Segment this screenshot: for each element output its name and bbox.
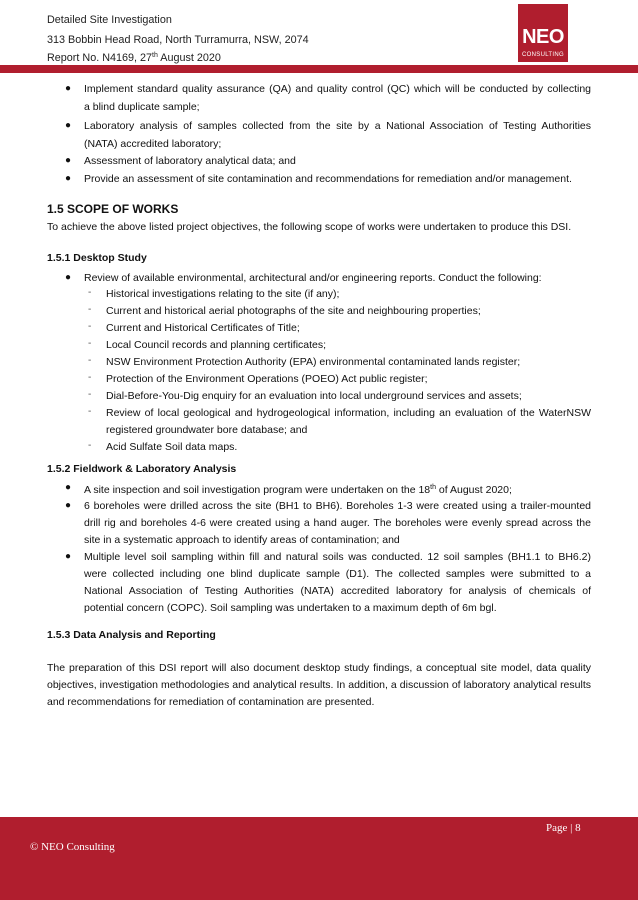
objective-line: Laboratory analysis of samples collected from the site by a National Association of Testing Authorities <box>84 120 591 132</box>
dash-marker: - <box>88 440 92 451</box>
objective-line: Assessment of laboratory analytical data; and <box>84 155 296 167</box>
data-analysis-line: objectives, investigation methodologies and analytical results. In addition, a discussion of laboratory analytical results <box>47 679 591 691</box>
desktop-item: Review of local geological and hydrogeological information, including an evaluation of the WaterNSW <box>106 407 591 419</box>
bullet-icon: ● <box>65 272 72 283</box>
fieldwork-line: site in a systematic approach to identify areas of contamination; and <box>84 534 400 546</box>
page-number: Page | 8 <box>546 822 581 834</box>
objective-line: a blind duplicate sample; <box>84 101 200 113</box>
desktop-item: Current and Historical Certificates of Title; <box>106 322 300 334</box>
page-footer <box>0 817 638 900</box>
fieldwork-line: drill rig and boreholes 4-6 were created using a hand auger. The boreholes were evenly spread across the <box>84 517 591 529</box>
desktop-item: Current and historical aerial photographs of the site and neighbouring properties; <box>106 305 481 317</box>
dash-marker: - <box>88 372 92 383</box>
desktop-item: Protection of the Environment Operations (POEO) Act public register; <box>106 373 428 385</box>
bullet-icon: ● <box>65 120 72 131</box>
dash-marker: - <box>88 389 92 400</box>
desktop-item: Acid Sulfate Soil data maps. <box>106 441 238 453</box>
scope-intro: To achieve the above listed project objectives, the following scope of works were undertaken to produce this DSI. <box>47 221 572 233</box>
header-title: Detailed Site Investigation <box>47 14 172 26</box>
desktop-item: Local Council records and planning certificates; <box>106 339 327 351</box>
subsection-heading-desktop: 1.5.1 Desktop Study <box>47 252 147 264</box>
bullet-icon: ● <box>65 500 72 511</box>
section-heading-scope: 1.5 SCOPE OF WORKS <box>47 202 179 216</box>
fieldwork-line: were collected including one blind duplicate sample (D1). The collected samples were submitted to a <box>84 568 591 580</box>
dash-marker: - <box>88 304 92 315</box>
fieldwork-bullet-1: A site inspection and soil investigation program were undertaken on the 18th of August 2020; <box>84 484 512 496</box>
neo-logo: NEO CONSULTING <box>518 4 568 62</box>
bullet-icon: ● <box>65 482 72 493</box>
bullet-icon: ● <box>65 551 72 562</box>
fieldwork-line: potential concern (COPC). Soil sampling was undertaken to a maximum depth of 6m bgl. <box>84 602 497 614</box>
data-analysis-line: The preparation of this DSI report will also document desktop study findings, a conceptual site model, data quality <box>47 662 591 674</box>
bullet-icon: ● <box>65 173 72 184</box>
copyright-notice: © NEO Consulting <box>30 841 115 853</box>
page-header <box>0 0 638 72</box>
dash-marker: - <box>88 321 92 332</box>
subsection-heading-data-analysis: 1.5.3 Data Analysis and Reporting <box>47 629 216 641</box>
dash-marker: - <box>88 338 92 349</box>
desktop-item: Dial-Before-You-Dig enquiry for an evaluation into local underground services and assets; <box>106 390 522 402</box>
data-analysis-line: and recommendations for remediation of contamination are presented. <box>47 696 375 708</box>
desktop-item: NSW Environment Protection Authority (EPA) environmental contaminated lands register; <box>106 356 521 368</box>
dash-marker: - <box>88 406 92 417</box>
header-address: 313 Bobbin Head Road, North Turramurra, NSW, 2074 <box>47 34 309 46</box>
bullet-icon: ● <box>65 155 72 166</box>
fieldwork-line: Multiple level soil sampling within fill and natural soils was conducted. 12 soil samples (BH1.1 to BH6.2) <box>84 551 591 563</box>
dash-marker: - <box>88 355 92 366</box>
bullet-icon: ● <box>65 83 72 94</box>
objective-line: Provide an assessment of site contamination and recommendations for remediation and/or management. <box>84 173 572 185</box>
objective-line: (NATA) accredited laboratory; <box>84 138 222 150</box>
desktop-item: registered groundwater bore database; and <box>106 424 308 436</box>
objective-line: Implement standard quality assurance (QA) and quality control (QC) which will be conducted by collecting <box>84 83 591 95</box>
fieldwork-line: 6 boreholes were drilled across the site (BH1 to BH6). Boreholes 1-3 were created using a trailer-mounted <box>84 500 591 512</box>
header-report-number: Report No. N4169, 27th August 2020 <box>47 52 221 64</box>
dash-marker: - <box>88 287 92 298</box>
fieldwork-line: National Association of Testing Authorities (NATA) accredited laboratory for analysis of chemicals of <box>84 585 591 597</box>
desktop-item: Historical investigations relating to the site (if any); <box>106 288 340 300</box>
header-divider-bar <box>0 65 638 73</box>
subsection-heading-fieldwork: 1.5.2 Fieldwork & Laboratory Analysis <box>47 463 237 475</box>
desktop-bullet: Review of available environmental, architectural and/or engineering reports. Conduct the following: <box>84 272 542 284</box>
